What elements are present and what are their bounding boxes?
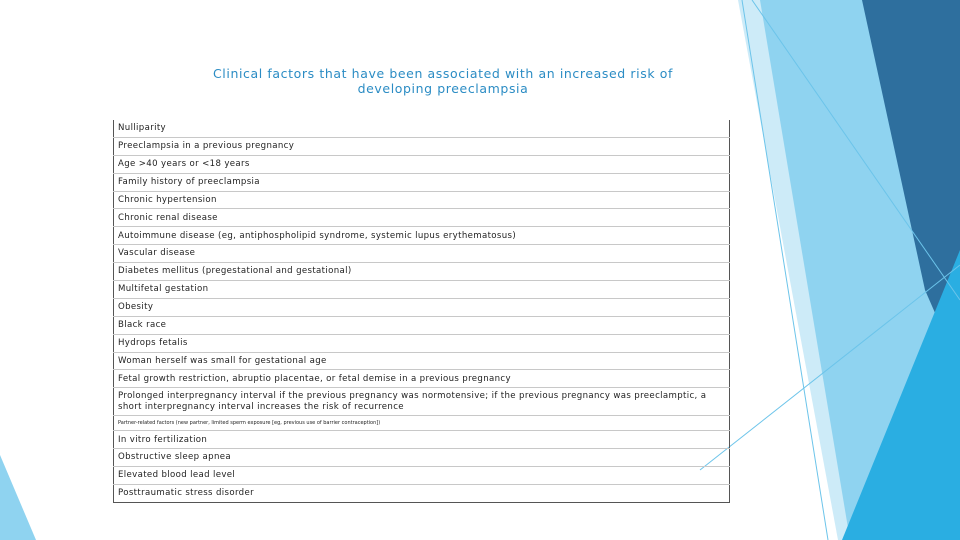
- title-line-2: developing preeclampsia: [357, 81, 529, 96]
- table-row: [114, 155, 730, 173]
- risk-factor-cell: Vascular disease: [114, 245, 730, 263]
- risk-factor-cell: Age >40 years or <18 years: [114, 155, 730, 173]
- risk-factors-table: [113, 120, 730, 503]
- risk-factor-cell: In vitro fertilization: [114, 431, 730, 449]
- table-row: [114, 388, 730, 416]
- risk-factor-cell: Partner-related factors (new partner, limited sperm exposure [eg, previous use of barrier contraception]): [114, 416, 730, 431]
- risk-factor-cell: Preeclampsia in a previous pregnancy: [114, 137, 730, 155]
- risk-factor-cell: Obstructive sleep apnea: [114, 449, 730, 467]
- decor-left-triangle: [0, 455, 36, 540]
- table-row: [114, 485, 730, 503]
- risk-factor-cell: Fetal growth restriction, abruptio placentae, or fetal demise in a previous pregnancy: [114, 370, 730, 388]
- risk-factor-cell: Elevated blood lead level: [114, 467, 730, 485]
- table-row: [114, 281, 730, 299]
- risk-factor-cell: Hydrops fetalis: [114, 334, 730, 352]
- table-row: [114, 191, 730, 209]
- table-row: [114, 227, 730, 245]
- risk-factor-cell: Autoimmune disease (eg, antiphospholipid syndrome, systemic lupus erythematosus): [114, 227, 730, 245]
- risk-factor-cell: Multifetal gestation: [114, 281, 730, 299]
- table-row: [114, 467, 730, 485]
- table-row: [114, 334, 730, 352]
- table-row: [114, 263, 730, 281]
- risk-factor-cell: Prolonged interpregnancy interval if the previous pregnancy was normotensive; if the previous pregnancy was preeclamptic, a short interpregnancy interval increases the risk of recurrence: [114, 388, 730, 416]
- risk-factor-cell: Woman herself was small for gestational age: [114, 352, 730, 370]
- table-row: [114, 352, 730, 370]
- risk-factor-cell: Posttraumatic stress disorder: [114, 485, 730, 503]
- risk-factor-cell: Chronic hypertension: [114, 191, 730, 209]
- table-row: [114, 431, 730, 449]
- table-row: [114, 416, 730, 431]
- table-row: [114, 245, 730, 263]
- risk-factor-cell: Family history of preeclampsia: [114, 173, 730, 191]
- risk-factor-cell: Black race: [114, 316, 730, 334]
- title-line-1: Clinical factors that have been associated with an increased risk of: [212, 66, 674, 81]
- risk-factor-cell: Nulliparity: [114, 120, 730, 137]
- table-row: [114, 173, 730, 191]
- risk-factor-cell: Diabetes mellitus (pregestational and gestational): [114, 263, 730, 281]
- risk-factor-cell: Obesity: [114, 298, 730, 316]
- table-row: [114, 370, 730, 388]
- table-row: [114, 120, 730, 137]
- risk-factor-cell: Chronic renal disease: [114, 209, 730, 227]
- table-row: [114, 298, 730, 316]
- table-row: [114, 316, 730, 334]
- slide-title: [193, 66, 693, 96]
- table-row: [114, 209, 730, 227]
- table-row: [114, 449, 730, 467]
- table-row: [114, 137, 730, 155]
